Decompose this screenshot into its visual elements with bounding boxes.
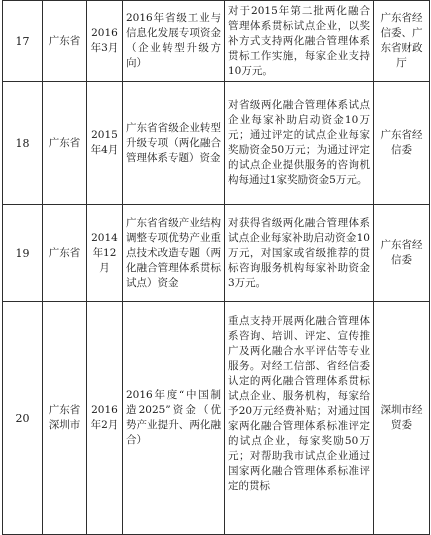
department-cell: 深圳市经贸委 bbox=[374, 302, 430, 535]
date-cell: 2016年3月 bbox=[87, 1, 123, 82]
province-cell: 广东省 bbox=[43, 1, 87, 82]
date-cell: 2014年12月 bbox=[87, 205, 123, 302]
province-cell: 广东省深圳市 bbox=[43, 302, 87, 535]
fund-name-cell: 2016年度“中国制造2025”资金（优势产业提升、两化融合） bbox=[123, 302, 225, 535]
fund-name-cell: 广东省省级企业转型升级专项（两化融合管理体系专题）资金 bbox=[123, 82, 225, 205]
table-row bbox=[3, 205, 430, 302]
fund-name-cell: 2016年省级工业与信息化发展专项资金（企业转型升级方向） bbox=[123, 1, 225, 82]
funding-policy-table bbox=[2, 0, 430, 535]
row-number: 17 bbox=[3, 1, 43, 82]
support-content-cell: 重点支持开展两化融合管理体系咨询、培训、评定、宣传推广及两化融合水平评估等专业服务。对经工信部、省经信委认定的两化融合管理体系贯标试点企业、服务机构，每家给予20万元经费补贴；对通过国家两化融合管理体系标准评定的试点企业，每家奖励50万元；对帮助我市试点企业通过国家两化融合管理体系标准评定的贯标 bbox=[225, 302, 374, 535]
department-cell: 广东省经信委 bbox=[374, 205, 430, 302]
table-row bbox=[3, 82, 430, 205]
date-cell: 2015年4月 bbox=[87, 82, 123, 205]
support-content-cell: 对省级两化融合管理体系试点企业每家补助启动资金10万元；通过评定的试点企业每家奖励资金50万元；为通过评定的试点企业提供服务的咨询机构每通过1家奖励资金5万元。 bbox=[225, 82, 374, 205]
support-content-cell: 对于2015年第二批两化融合管理体系贯标试点企业，以奖补方式支持两化融合管理体系贯标工作实施，每家企业支持10万元。 bbox=[225, 1, 374, 82]
department-cell: 广东省经信委、广东省财政厅 bbox=[374, 1, 430, 82]
row-number: 20 bbox=[3, 302, 43, 535]
fund-name-cell: 广东省省级产业结构调整专项优势产业重点技术改造专题（两化融合管理体系贯标试点）资金 bbox=[123, 205, 225, 302]
date-cell: 2016年2月 bbox=[87, 302, 123, 535]
province-cell: 广东省 bbox=[43, 82, 87, 205]
support-content-cell: 对获得省级两化融合管理体系试点企业每家补助启动资金10万元，对国家或省级推荐的贯标咨询服务机构每家补助资金3万元。 bbox=[225, 205, 374, 302]
row-number: 19 bbox=[3, 205, 43, 302]
row-number: 18 bbox=[3, 82, 43, 205]
table-row bbox=[3, 302, 430, 535]
department-cell: 广东省经信委 bbox=[374, 82, 430, 205]
table-row bbox=[3, 1, 430, 82]
province-cell: 广东省 bbox=[43, 205, 87, 302]
